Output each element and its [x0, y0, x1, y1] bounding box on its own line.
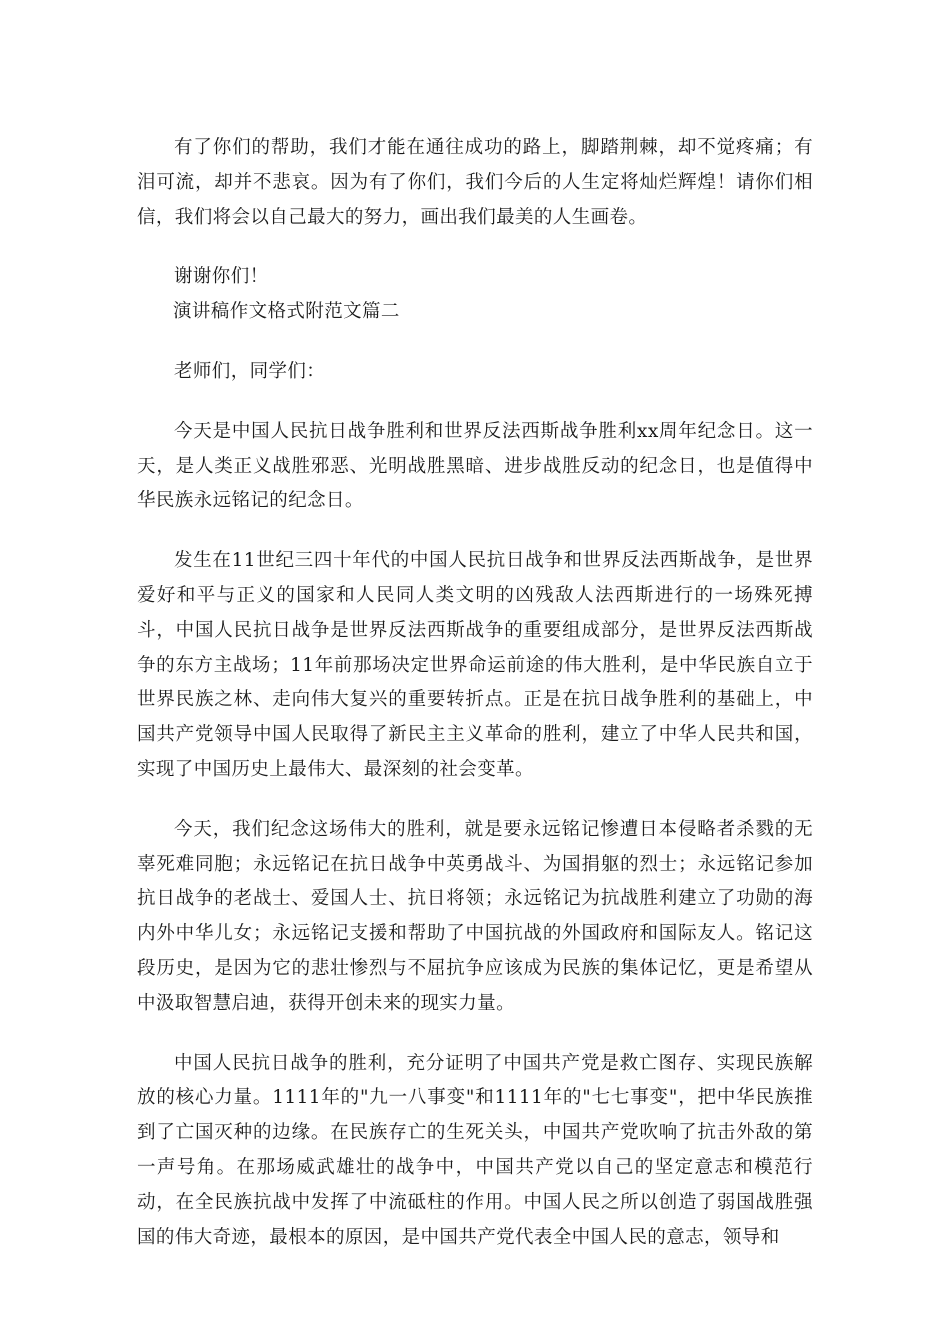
- document-body: [137, 131, 813, 1255]
- paragraph-remembrance: 今天，我们纪念这场伟大的胜利，就是要永远铭记惨遭日本侵略者杀戮的无辜死难同胞；永远铭记在抗日战争中英勇战斗、为国捐躯的烈士；永远铭记参加抗日战争的老战士、爱国人士、抗日将领；永远铭记为抗战胜利建立了功勋的海内外中华儿女；永远铭记支援和帮助了中国抗战的外国政府和国际友人。铭记这段历史，是因为它的悲壮惨烈与不屈抗争应该成为民族的集体记忆，更是希望从中汲取智慧启迪，获得开创未来的现实力量。: [137, 818, 813, 1014]
- section-heading: 演讲稿作文格式附范文篇二: [173, 301, 400, 323]
- paragraph-anniversary: 今天是中国人民抗日战争胜利和世界反法西斯战争胜利xx周年纪念日。这一天，是人类正义战胜邪恶、光明战胜黑暗、进步战胜反动的纪念日，也是值得中华民族永远铭记的纪念日。: [137, 420, 813, 512]
- paragraph-victory-significance: 中国人民抗日战争的胜利，充分证明了中国共产党是救亡图存、实现民族解放的核心力量。1111年的"九一八事变"和1111年的"七七事变"，把中华民族推到了亡国灭种的边缘。在民族存亡的生死关头，中国共产党吹响了抗击外敌的第一声号角。在那场威武雄壮的战争中，中国共产党以自己的坚定意志和模范行动，在全民族抗战中发挥了中流砥柱的作用。中国人民之所以创造了弱国战胜强国的伟大奇迹，最根本的原因，是中国共产党代表全中国人民的意志，领导和: [137, 1052, 813, 1248]
- paragraph-thank-you: 谢谢你们！: [174, 266, 269, 288]
- paragraph-war-history: 发生在11世纪三四十年代的中国人民抗日战争和世界反法西斯战争，是世界爱好和平与正义的国家和人民同人类文明的凶残敌人法西斯进行的一场殊死搏斗，中国人民抗日战争是世界反法西斯战争的重要组成部分，是世界反法西斯战争的东方主战场；11年前那场决定世界命运前途的伟大胜利，是中华民族自立于世界民族之林、走向伟大复兴的重要转折点。正是在抗日战争胜利的基础上，中国共产党领导中国人民取得了新民主主义革命的胜利，建立了中华人民共和国，实现了中国历史上最伟大、最深刻的社会变革。: [137, 550, 813, 780]
- paragraph-salutation: 老师们，同学们：: [174, 360, 326, 382]
- paragraph-thanks-help: 有了你们的帮助，我们才能在通往成功的路上，脚踏荆棘，却不觉疼痛；有泪可流，却并不悲哀。因为有了你们，我们今后的人生定将灿烂辉煌！请你们相信，我们将会以自己最大的努力，画出我们最美的人生画卷。: [137, 137, 813, 228]
